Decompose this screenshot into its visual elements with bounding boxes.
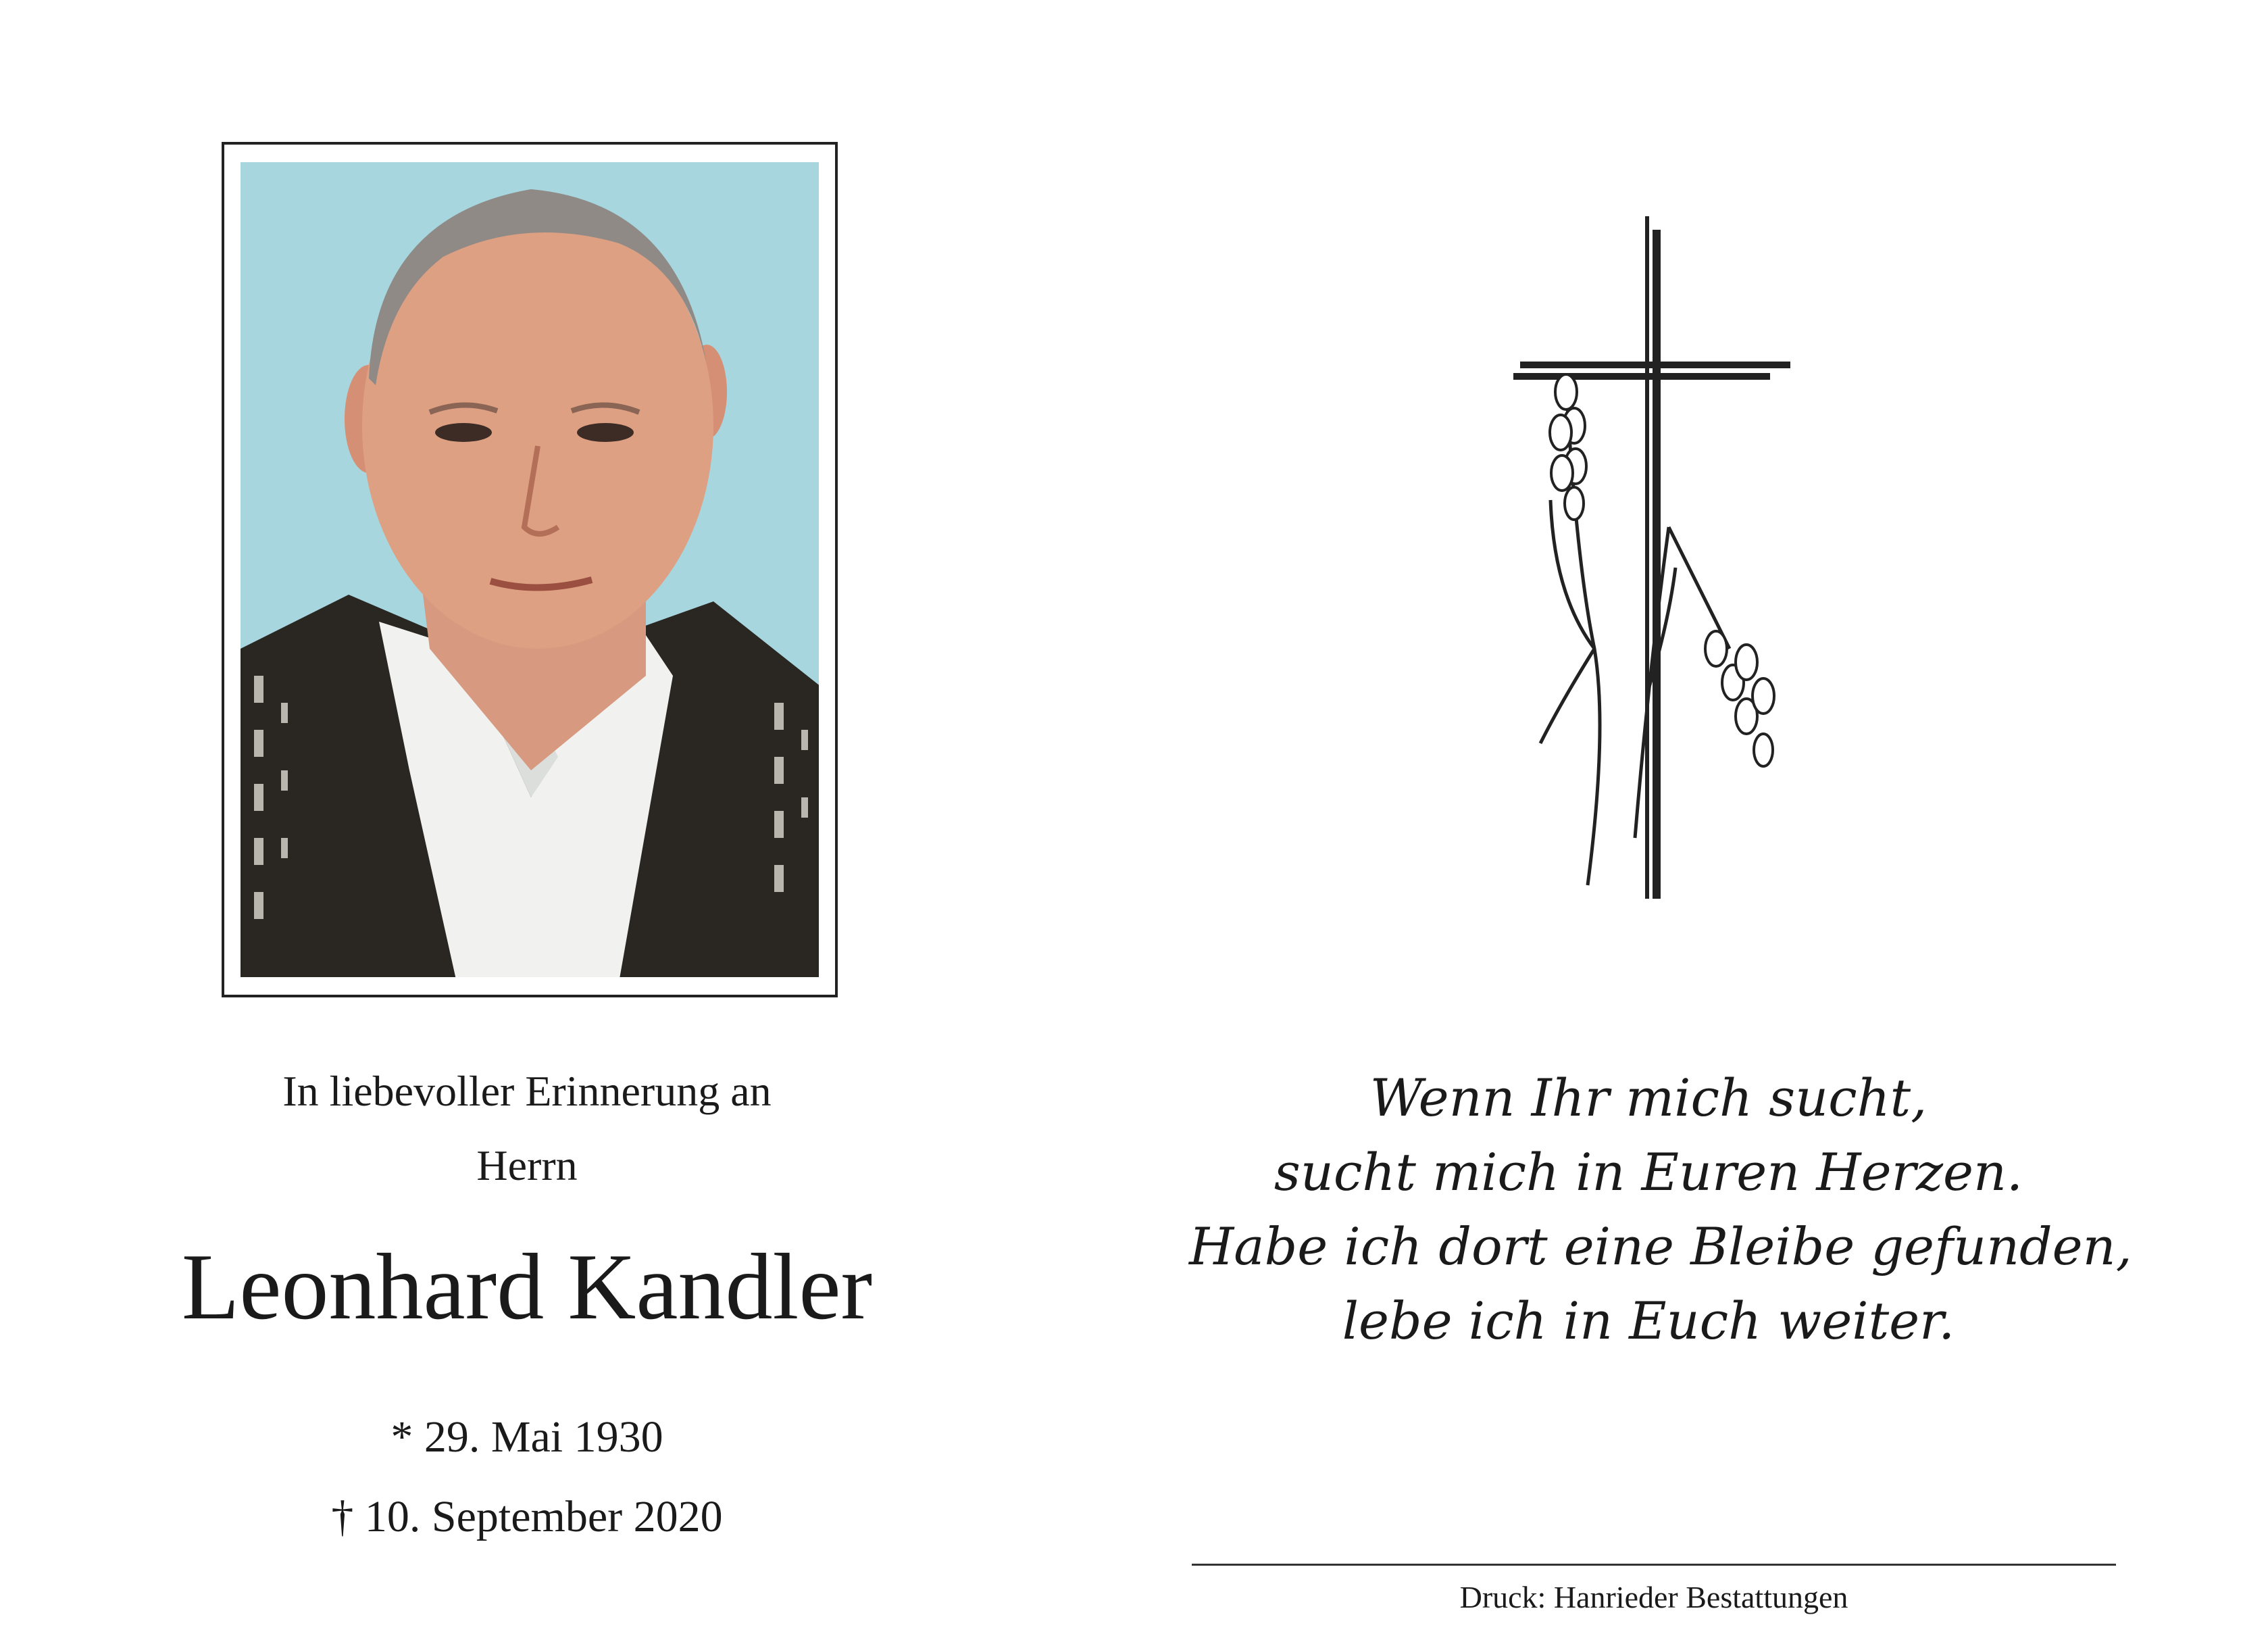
portrait-frame bbox=[222, 142, 838, 997]
verse-line-2: sucht mich in Euren Herzen. bbox=[1274, 1142, 2023, 1202]
verse-line-3: Habe ich dort eine Bleibe gefunden, bbox=[1189, 1216, 2132, 1276]
memorial-intro bbox=[155, 1054, 899, 1203]
verse-line-1: Wenn Ihr mich sucht, bbox=[1369, 1068, 1927, 1128]
cross-with-wheat-icon bbox=[1513, 216, 1797, 905]
memorial-verse bbox=[1189, 1061, 2132, 1358]
intro-line-2: Herrn bbox=[476, 1141, 578, 1189]
life-dates bbox=[155, 1397, 899, 1557]
intro-line-1: In liebevoller Erinnerung an bbox=[282, 1067, 772, 1115]
footer-divider bbox=[1192, 1564, 2116, 1566]
portrait-photo bbox=[241, 162, 819, 977]
deceased-name: Leonhard Kandler bbox=[181, 1235, 873, 1339]
verse-line-4: lebe ich in Euch weiter. bbox=[1342, 1291, 1955, 1351]
death-date: † 10. September 2020 bbox=[331, 1492, 723, 1541]
printer-credit: Druck: Hanrieder Bestattungen bbox=[1459, 1580, 1848, 1614]
birth-date: * 29. Mai 1930 bbox=[390, 1412, 663, 1462]
